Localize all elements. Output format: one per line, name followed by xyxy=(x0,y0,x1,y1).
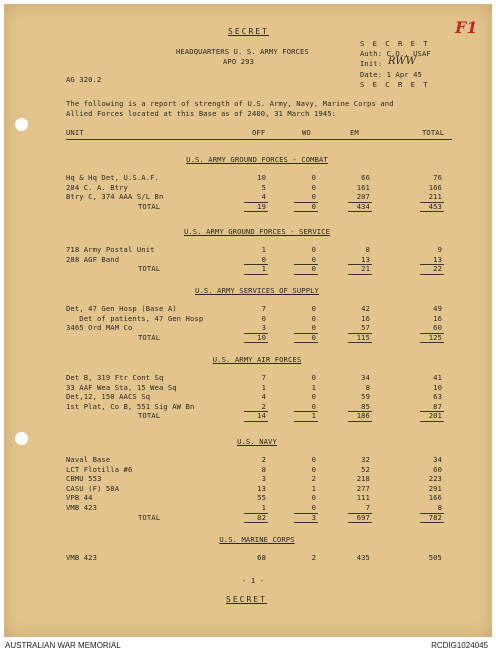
page-number: - 1 - xyxy=(242,576,265,585)
table-cell-em: 161 xyxy=(356,182,370,192)
section-title: U.S. ARMY GROUND FORCES - SERVICE xyxy=(183,227,331,236)
table-cell-off: 2 xyxy=(261,455,266,464)
table-cell-off: 5 xyxy=(261,182,266,192)
total-underline xyxy=(244,522,268,523)
section-total-wo: 0 xyxy=(311,264,316,274)
total-underline xyxy=(420,342,444,343)
total-underline xyxy=(294,342,318,343)
total-underline xyxy=(420,274,444,275)
table-row-unit: Det, 47 Gen Hosp (Base A) xyxy=(66,304,177,313)
table-row-unit: VPB 44 xyxy=(66,493,93,503)
table-cell-em: 8 xyxy=(365,245,370,254)
table-cell-off: 3 xyxy=(261,323,266,333)
table-cell-em: 34 xyxy=(361,373,370,382)
table-row-unit: Btry C, 374 AAA S/L Bn xyxy=(66,192,164,202)
section-total-label: TOTAL xyxy=(138,264,161,274)
table-cell-em: 57 xyxy=(361,323,370,333)
table-cell-off: 7 xyxy=(261,304,266,313)
table-cell-off: 1 xyxy=(261,245,266,254)
column-header-unit: UNIT xyxy=(66,128,84,137)
section-total-total: 201 xyxy=(428,411,442,421)
column-header-off: OFF xyxy=(252,128,266,137)
auth-line: Auth: C.O., USAF xyxy=(360,49,431,58)
column-header-wo: WO xyxy=(302,128,311,137)
table-cell-total: 13 xyxy=(433,254,442,264)
table-cell-off: 4 xyxy=(261,192,266,202)
secret-classification: S E C R E T xyxy=(360,80,430,89)
table-cell-off: 0 xyxy=(261,254,266,264)
table-cell-total: 166 xyxy=(428,182,442,192)
table-cell-total: 60 xyxy=(433,323,442,333)
section-total-em: 21 xyxy=(361,264,370,274)
ag-reference: AG 320.2 xyxy=(66,75,102,84)
document-page xyxy=(4,4,492,637)
intro-line: Allied Forces located at this Base as of 2400, 31 March 1945: xyxy=(66,109,337,118)
section-total-total: 22 xyxy=(433,264,442,274)
intro-line: The following is a report of strength of U.S. Army, Navy, Marine Corps and xyxy=(66,99,394,108)
header-rule xyxy=(66,139,452,140)
section-total-label: TOTAL xyxy=(138,201,161,211)
secret-footer: SECRET xyxy=(226,595,267,604)
table-cell-em: 13 xyxy=(361,254,370,264)
total-underline xyxy=(244,211,268,212)
section-total-off: 19 xyxy=(257,201,266,211)
total-underline xyxy=(420,421,444,422)
table-cell-total: 76 xyxy=(433,173,442,182)
table-row-unit: 284 C. A. Btry xyxy=(66,182,128,192)
total-underline xyxy=(348,342,372,343)
table-cell-wo: 0 xyxy=(311,304,316,313)
table-cell-off: 1 xyxy=(261,503,266,512)
total-underline xyxy=(244,421,268,422)
table-cell-em: 7 xyxy=(365,503,370,512)
section-total-em: 186 xyxy=(356,411,370,421)
table-cell-total: 63 xyxy=(433,392,442,402)
column-header-total: TOTAL xyxy=(422,128,445,137)
table-cell-em: 16 xyxy=(361,313,370,323)
archive-name: AUSTRALIAN WAR MEMORIAL xyxy=(5,641,121,650)
table-cell-off: 8 xyxy=(261,464,266,474)
table-cell-em: 59 xyxy=(361,392,370,402)
table-cell-em: 111 xyxy=(356,493,370,503)
archive-stamp: F1 xyxy=(455,18,478,37)
section-total-total: 125 xyxy=(428,332,442,342)
section-total-wo: 1 xyxy=(311,411,316,421)
table-cell-em: 218 xyxy=(356,474,370,484)
table-cell-wo: 0 xyxy=(311,464,316,474)
table-cell-total: 49 xyxy=(433,304,442,313)
section-total-label: TOTAL xyxy=(138,332,161,342)
section-total-off: 10 xyxy=(257,332,266,342)
table-cell-off: 7 xyxy=(261,373,266,382)
secret-classification: S E C R E T xyxy=(360,39,430,48)
table-cell-wo: 0 xyxy=(311,192,316,202)
total-underline xyxy=(348,522,372,523)
table-row-unit: 718 Army Postal Unit xyxy=(66,245,155,254)
section-total-em: 115 xyxy=(356,332,370,342)
table-row-unit: VMB 423 xyxy=(66,503,97,512)
table-row-unit: 3465 Ord MAM Co xyxy=(66,323,133,333)
section-title: U.S. NAVY xyxy=(237,437,277,446)
total-underline xyxy=(348,211,372,212)
table-cell-total: 166 xyxy=(428,493,442,503)
table-cell-total: 10 xyxy=(433,382,442,392)
table-cell-em: 207 xyxy=(356,192,370,202)
table-cell-wo: 0 xyxy=(311,182,316,192)
total-underline xyxy=(420,211,444,212)
section-total-total: 782 xyxy=(428,512,442,522)
table-cell-total: 211 xyxy=(428,192,442,202)
table-row-unit: VMB 423 xyxy=(66,553,97,562)
table-cell-off: 4 xyxy=(261,392,266,402)
table-row-unit: CBMU 553 xyxy=(66,474,102,484)
table-cell-total: 223 xyxy=(428,474,442,484)
table-cell-em: 85 xyxy=(361,401,370,411)
table-cell-off: 1 xyxy=(261,382,266,392)
column-header-em: EM xyxy=(350,128,359,137)
total-underline xyxy=(244,274,268,275)
table-cell-wo: 2 xyxy=(311,474,316,484)
table-cell-wo: 2 xyxy=(311,553,316,562)
table-cell-wo: 0 xyxy=(311,373,316,382)
table-cell-total: 87 xyxy=(433,401,442,411)
table-cell-em: 66 xyxy=(361,173,370,182)
table-row-unit: CASU (F) 58A xyxy=(66,483,120,493)
table-row-unit: LCT Flotilla #6 xyxy=(66,464,133,474)
total-underline xyxy=(348,274,372,275)
table-cell-off: 2 xyxy=(261,401,266,411)
table-cell-total: 9 xyxy=(437,245,442,254)
table-cell-wo: 1 xyxy=(311,382,316,392)
section-total-off: 14 xyxy=(257,411,266,421)
section-title: U.S. ARMY AIR FORCES xyxy=(212,355,302,364)
table-cell-em: 52 xyxy=(361,464,370,474)
handwritten-initials: RWW xyxy=(388,56,417,67)
table-cell-total: 505 xyxy=(428,553,442,562)
section-total-off: 1 xyxy=(261,264,266,274)
table-cell-wo: 0 xyxy=(311,323,316,333)
section-total-wo: 3 xyxy=(311,512,316,522)
section-title: U.S. MARINE CORPS xyxy=(219,535,295,544)
section-total-label: TOTAL xyxy=(138,512,161,522)
total-underline xyxy=(294,274,318,275)
table-cell-wo: 0 xyxy=(311,313,316,323)
section-total-label: TOTAL xyxy=(138,411,161,421)
apo-line: APO 293 xyxy=(223,57,254,66)
section-total-wo: 0 xyxy=(311,332,316,342)
table-cell-total: 41 xyxy=(433,373,442,382)
table-cell-wo: 1 xyxy=(311,483,316,493)
init-line: Init: xyxy=(360,59,383,68)
headquarters-line: HEADQUARTERS U. S. ARMY FORCES xyxy=(176,47,309,56)
table-row-unit: 288 AGF Band xyxy=(66,254,120,264)
table-cell-off: 13 xyxy=(257,483,266,493)
table-cell-off: 55 xyxy=(257,493,266,503)
section-title: U.S. ARMY SERVICES OF SUPPLY xyxy=(195,286,319,295)
table-row-unit: Hq & Hq Det, U.S.A.F. xyxy=(66,173,159,182)
archive-id: RCDIG1024045 xyxy=(431,641,488,650)
archive-footer xyxy=(0,637,496,654)
table-row-unit: 1st Plat, Co B, 551 Sig AW Bn xyxy=(66,401,195,411)
section-total-off: 82 xyxy=(257,512,266,522)
date-line: Date: 1 Apr 45 xyxy=(360,70,422,79)
table-cell-total: 16 xyxy=(433,313,442,323)
table-cell-wo: 0 xyxy=(311,455,316,464)
table-cell-off: 0 xyxy=(261,313,266,323)
total-underline xyxy=(244,342,268,343)
total-underline xyxy=(294,211,318,212)
table-cell-em: 435 xyxy=(356,553,370,562)
table-cell-wo: 0 xyxy=(311,254,316,264)
table-cell-off: 3 xyxy=(261,474,266,484)
table-cell-total: 34 xyxy=(433,455,442,464)
total-underline xyxy=(294,522,318,523)
table-row-unit: Naval Base xyxy=(66,455,111,464)
table-cell-total: 291 xyxy=(428,483,442,493)
section-total-em: 434 xyxy=(356,201,370,211)
table-cell-total: 8 xyxy=(437,503,442,512)
punch-hole xyxy=(15,118,28,131)
section-total-wo: 0 xyxy=(311,201,316,211)
table-row-unit: 33 AAF Wea Sta, 15 Wea Sq xyxy=(66,382,177,392)
section-total-em: 697 xyxy=(356,512,370,522)
table-row-unit: Det of patients, 47 Gen Hosp xyxy=(66,313,204,323)
secret-heading: SECRET xyxy=(228,27,269,36)
section-total-total: 453 xyxy=(428,201,442,211)
table-cell-wo: 0 xyxy=(311,503,316,512)
table-cell-em: 32 xyxy=(361,455,370,464)
table-cell-wo: 0 xyxy=(311,245,316,254)
table-cell-total: 60 xyxy=(433,464,442,474)
table-cell-wo: 0 xyxy=(311,173,316,182)
table-row-unit: Det B, 319 Ftr Cont Sq xyxy=(66,373,164,382)
total-underline xyxy=(348,421,372,422)
table-cell-wo: 0 xyxy=(311,392,316,402)
table-cell-off: 68 xyxy=(257,553,266,562)
table-cell-wo: 0 xyxy=(311,401,316,411)
table-row-unit: Det,12, 150 AACS Sq xyxy=(66,392,151,402)
table-cell-off: 10 xyxy=(257,173,266,182)
table-cell-em: 8 xyxy=(365,382,370,392)
table-cell-em: 42 xyxy=(361,304,370,313)
table-cell-em: 277 xyxy=(356,483,370,493)
total-underline xyxy=(420,522,444,523)
table-cell-wo: 0 xyxy=(311,493,316,503)
section-title: U.S. ARMY GROUND FORCES - COMBAT xyxy=(186,155,328,164)
total-underline xyxy=(294,421,318,422)
